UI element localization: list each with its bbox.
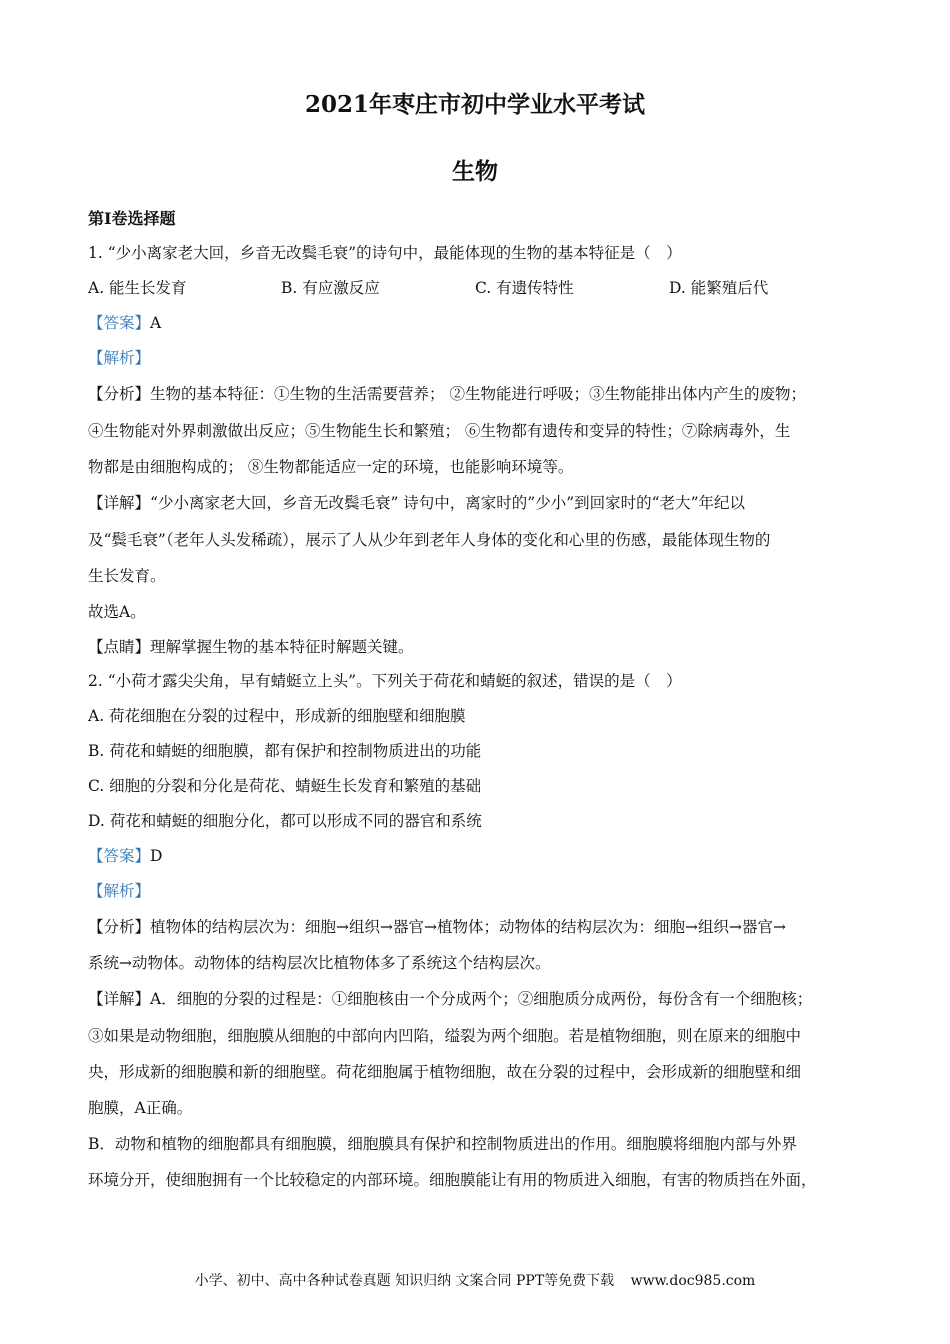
answer-value: D [150,847,163,865]
q1-fenxi-line-1 [88,383,806,405]
q1-answer [88,312,161,334]
q2-fenxi-line-2: 系统→动物体。动物体的结构层次比植物体多了系统这个结构层次。 [88,954,551,972]
q2-xiangjie-line-1 [88,988,812,1010]
q2-option-d: D. 荷花和蜻蜓的细胞分化，都可以形成不同的器官和系统 [88,812,482,830]
q2-fenxi-line-1 [88,916,786,938]
xiangjie-tag: 【详解】 [88,990,151,1008]
q2-xiangjie-line-6: 环境分开，使细胞拥有一个比较稳定的内部环境。细胞膜能让有用的物质进入细胞，有害的物质挡在外面， [88,1171,817,1189]
page-footer [0,1270,950,1290]
q1-option-b: B. 有应激反应 [281,279,380,297]
q2-xiangjie-line-2: ③如果是动物细胞，细胞膜从细胞的中部向内凹陷，缢裂为两个细胞。若是植物细胞，则在原来的细胞中 [88,1027,802,1045]
q1-option-a: A. 能生长发育 [88,279,187,297]
q2-option-a: A. 荷花细胞在分裂的过程中，形成新的细胞壁和细胞膜 [88,707,466,725]
answer-tag: 【答案】 [88,314,151,332]
dianjing-tag: 【点睛】 [88,638,151,656]
q2-answer [88,845,162,867]
question-1-stem: 1. “少小离家老大回，乡音无改鬓毛衰”的诗句中，最能体现的生物的基本特征是（ ） [88,244,682,262]
q2-option-c: C. 细胞的分裂和分化是荷花、蜻蜓生长发育和繁殖的基础 [88,777,482,795]
q1-choice: 故选A。 [88,603,146,621]
q2-xiangjie-line-5: B．动物和植物的细胞都具有细胞膜，细胞膜具有保护和控制物质进出的作用。细胞膜将细胞内部与外界 [88,1135,797,1153]
answer-tag: 【答案】 [88,847,151,865]
fenxi-text: 生物的基本特征：①生物的生活需要营养； ②生物能进行呼吸；③生物能排出体内产生的废物； [150,385,806,403]
q1-dianjing [88,636,414,658]
fenxi-tag: 【分析】 [88,918,151,936]
q1-xiangjie-line-1 [88,492,745,514]
q2-xiangjie-line-4: 胞膜，A正确。 [88,1099,193,1117]
fenxi-tag: 【分析】 [88,385,151,403]
q1-option-c: C. 有遗传特性 [475,279,574,297]
subject-title: 生物 [452,158,498,185]
fenxi-text: 植物体的结构层次为：细胞→组织→器官→植物体；动物体的结构层次为：细胞→组织→器官→ [150,918,786,936]
section-heading: 第Ⅰ卷选择题 [88,209,176,228]
q1-analysis-tag: 【解析】 [88,349,151,367]
xiangjie-text: A．细胞的分裂的过程是：①细胞核由一个分成两个；②细胞质分成两份，每份含有一个细胞核； [150,990,813,1008]
q1-xiangjie-line-3: 生长发育。 [88,567,166,585]
xiangjie-text: “少小离家老大回，乡音无改鬓毛衰” 诗句中，离家时的”少小”到回家时的“老大”年纪以 [150,494,745,512]
footer-link[interactable]: www.doc985.com [630,1273,756,1289]
xiangjie-tag: 【详解】 [88,494,151,512]
q2-analysis-tag: 【解析】 [88,882,151,900]
q1-fenxi-line-3: 物都是由细胞构成的； ⑧生物都能适应一定的环境，也能影响环境等。 [88,458,574,476]
q1-option-d: D. 能繁殖后代 [669,279,769,297]
dianjing-text: 理解掌握生物的基本特征时解题关键。 [150,638,414,656]
q1-xiangjie-line-2: 及“鬓毛衰”（老年人头发稀疏），展示了人从少年到老年人身体的变化和心里的伤感，最能体现生物的 [88,531,771,549]
question-2-stem: 2. “小荷才露尖尖角，早有蜻蜓立上头”。下列关于荷花和蜻蜓的叙述，错误的是（ ） [88,672,682,690]
q2-xiangjie-line-3: 央，形成新的细胞膜和新的细胞壁。荷花细胞属于植物细胞，故在分裂的过程中，会形成新的细胞壁和细 [88,1063,802,1081]
q2-option-b: B. 荷花和蜻蜓的细胞膜，都有保护和控制物质进出的功能 [88,742,482,760]
q1-fenxi-line-2: ④生物能对外界刺激做出反应；⑤生物能生长和繁殖； ⑥生物都有遗传和变异的特性；⑦除病毒外，生 [88,422,791,440]
answer-value: A [150,314,162,332]
page-title: 2021年枣庄市初中学业水平考试 [304,91,645,118]
footer-text: 小学、初中、高中各种试卷真题 知识归纳 文案合同 PPT等免费下载 [194,1273,615,1289]
